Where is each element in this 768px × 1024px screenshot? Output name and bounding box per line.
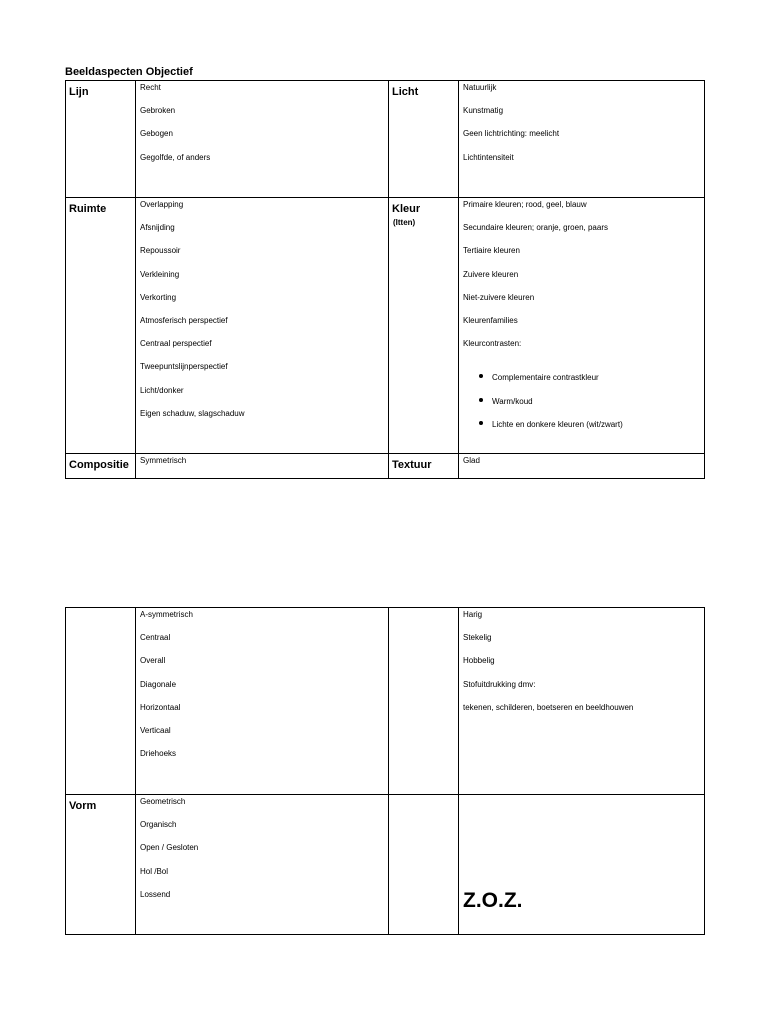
- list-item: Overlapping: [140, 200, 184, 209]
- bullet-item: [479, 372, 704, 396]
- list-vorm: [136, 795, 388, 912]
- list-textuur: [459, 454, 704, 478]
- list-item: Driehoeks: [140, 749, 177, 759]
- bullet-text: Complementaire contrastkleur: [492, 373, 599, 383]
- list-item: Verticaal: [140, 725, 171, 735]
- list-item: Tertiaire kleuren: [463, 246, 520, 256]
- list-item: Tweepuntslijnperspectief: [140, 362, 228, 372]
- list-item: Geen lichtrichting: meelicht: [463, 129, 560, 139]
- bullet-text: Warm/koud: [492, 396, 533, 406]
- list-item: Gegolfde, of anders: [140, 152, 211, 162]
- list-ruimte: [136, 198, 388, 431]
- list-item: Afsnijding: [140, 223, 175, 233]
- items-cell-vorm: [136, 795, 389, 935]
- label-compositie: Compositie: [69, 459, 129, 471]
- list-item: Gebogen: [140, 129, 173, 139]
- label-cell-ruimte: [66, 198, 136, 454]
- items-cell-lijn: [136, 81, 389, 198]
- list-compositie-continued: [136, 608, 388, 771]
- list-compositie: [136, 454, 388, 478]
- items-cell-ruimte: [136, 198, 389, 454]
- list-item: Kleurcontrasten:: [463, 339, 522, 349]
- list-item: Repoussoir: [140, 246, 181, 256]
- label-vorm: Vorm: [69, 800, 97, 812]
- list-item: Atmosferisch perspectief: [140, 315, 228, 325]
- label-textuur: Textuur: [392, 459, 432, 471]
- list-item: Horizontaal: [140, 702, 181, 712]
- bullet-dot-icon: [479, 374, 483, 378]
- label-lijn: Lijn: [69, 86, 89, 98]
- row-compositie-textuur: [66, 454, 705, 479]
- list-item: Centraal: [140, 633, 171, 643]
- list-item: Primaire kleuren; rood, geel, blauw: [463, 200, 587, 209]
- label-cell-lijn: [66, 81, 136, 198]
- items-cell-licht: [459, 81, 705, 198]
- list-kleur: [459, 198, 704, 361]
- items-cell-compositie: [136, 454, 389, 479]
- label-cell-empty: [66, 608, 136, 795]
- list-licht: [459, 81, 704, 175]
- list-item: Lossend: [140, 889, 171, 899]
- document-title: Beeldaspecten Objectief: [65, 66, 193, 78]
- list-item: Verkorting: [140, 292, 177, 302]
- bullet-list-kleurcontrasten: [459, 372, 704, 443]
- row-compositie-textuur-continued: [66, 608, 705, 795]
- list-item: Licht/donker: [140, 385, 184, 395]
- list-item: Niet-zuivere kleuren: [463, 292, 535, 302]
- label-cell-kleur: [389, 198, 459, 454]
- label-kleur: Kleur: [392, 203, 421, 215]
- items-cell-kleur: [459, 198, 705, 454]
- list-item: Kleurenfamilies: [463, 315, 518, 325]
- row-vorm: [66, 795, 705, 935]
- list-item: Geometrisch: [140, 797, 186, 806]
- list-item: Symmetrisch: [140, 456, 187, 465]
- list-item: Organisch: [140, 820, 177, 830]
- aspects-table-top: [65, 80, 705, 479]
- list-item: Stekelig: [463, 633, 492, 643]
- list-item: Kunstmatig: [463, 106, 504, 116]
- label-cell-textuur: [389, 454, 459, 479]
- label-ruimte: Ruimte: [69, 203, 107, 215]
- list-item: Lichtintensiteit: [463, 152, 514, 162]
- zoz-note: Z.O.Z.: [463, 889, 523, 912]
- note-cell: [459, 795, 705, 935]
- items-cell-compositie-continued: [136, 608, 389, 795]
- aspects-table-bottom: [65, 607, 705, 935]
- list-item: Hol /Bol: [140, 866, 169, 876]
- label-cell-empty: [389, 795, 459, 935]
- list-textuur-continued: [459, 608, 704, 725]
- list-item: Harig: [463, 610, 483, 619]
- list-item: Natuurlijk: [463, 83, 497, 92]
- list-item: Hobbelig: [463, 656, 495, 666]
- list-item: Open / Gesloten: [140, 843, 199, 853]
- list-item: tekenen, schilderen, boetseren en beeldhouwen: [463, 702, 634, 712]
- label-cell-licht: [389, 81, 459, 198]
- row-lijn-licht: [66, 81, 705, 198]
- label-cell-compositie: [66, 454, 136, 479]
- bullet-text: Lichte en donkere kleuren (wit/zwart): [492, 420, 623, 430]
- bullet-item: [479, 419, 704, 443]
- list-item: Overall: [140, 656, 166, 666]
- list-item: A-symmetrisch: [140, 610, 193, 619]
- sublabel-itten: (Itten): [393, 218, 416, 227]
- list-item: Zuivere kleuren: [463, 269, 519, 279]
- list-item: Centraal perspectief: [140, 339, 212, 349]
- row-ruimte-kleur: [66, 198, 705, 454]
- list-item: Diagonale: [140, 679, 177, 689]
- bullet-dot-icon: [479, 398, 483, 402]
- list-item: Eigen schaduw, slagschaduw: [140, 408, 245, 418]
- label-cell-empty: [389, 608, 459, 795]
- list-item: Glad: [463, 456, 480, 465]
- list-item: Stofuitdrukking dmv:: [463, 679, 536, 689]
- list-item: Verkleining: [140, 269, 180, 279]
- bullet-item: [479, 396, 704, 420]
- bullet-dot-icon: [479, 421, 483, 425]
- label-cell-vorm: [66, 795, 136, 935]
- items-cell-textuur-continued: [459, 608, 705, 795]
- items-cell-textuur: [459, 454, 705, 479]
- list-item: Gebroken: [140, 106, 176, 116]
- list-item: Secundaire kleuren; oranje, groen, paars: [463, 223, 608, 233]
- label-licht: Licht: [392, 86, 419, 98]
- list-item: Recht: [140, 83, 161, 92]
- list-lijn: [136, 81, 388, 175]
